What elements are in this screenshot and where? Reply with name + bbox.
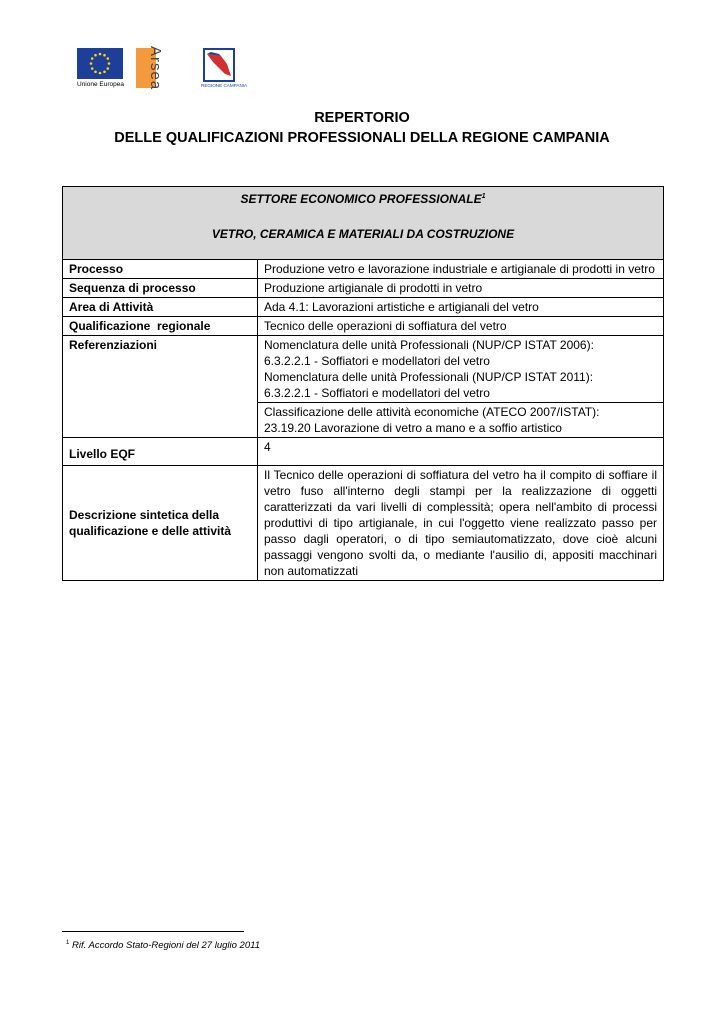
table-row-livello [63,438,664,466]
nup-2011-code: 6.3.2.2.1 - Soffiatori e modellatori del vetro [264,386,490,400]
footnote-ref: 1 [481,193,486,200]
regione-campania-logo [201,48,248,92]
row-value: 4 [258,438,664,466]
sector-header-row [63,187,664,260]
row-label: Livello EQF [63,438,258,466]
nup-2006-label: Nomenclatura delle unità Professionali (NUP/CP ISTAT 2006): [264,338,594,352]
table-row-qualificazione [63,317,664,336]
campania-emblem-icon [203,48,235,82]
row-label: Sequenza di processo [63,279,258,298]
doc-title-line1: REPERTORIO [314,110,410,126]
row-value [258,336,664,403]
eu-flag-logo [77,48,123,79]
table-row-area [63,298,664,317]
row-label: Qualificazione regionale [63,317,258,336]
row-value: Produzione vetro e lavorazione industriale e artigianale di prodotti in vetro [258,260,664,279]
row-label: Descrizione sintetica della qualificazione e delle attività [63,466,258,581]
qualification-table [62,186,664,581]
table-row-sequenza [63,279,664,298]
campania-caption: REGIONE CAMPANIA [201,83,248,88]
row-label: Area di Attività [63,298,258,317]
row-label: Processo [63,260,258,279]
ateco-label: Classificazione delle attività economiche (ATECO 2007/ISTAT): [264,405,600,419]
table-row-referenziazioni [63,336,664,403]
table-row-descrizione [63,466,664,581]
row-value: Il Tecnico delle operazioni di soffiatura del vetro ha il compito di soffiare il vetro fuso all'interno degli stampi per la realizzazione di oggetti caratterizzati da vari livelli di complessità; opera nell'ambito di processi produttivi di tipo artigianale, in cui l'oggetto viene realizzato passo per passo dagli operatori, o di tipo semiautomatizzato, dove cioè alcuni passaggi vengono svolti da, o mediante l'ausilio di, appositi macchinari non automatizzati [258,466,664,581]
eu-stars-icon [77,48,123,79]
eu-caption: Unione Europea [77,81,124,88]
row-value: Ada 4.1: Lavorazioni artistiche e artigianali del vetro [258,298,664,317]
row-value: Tecnico delle operazioni di soffiatura del vetro [258,317,664,336]
footnote [66,940,260,951]
doc-title-line2: DELLE QUALIFICAZIONI PROFESSIONALI DELLA REGIONE CAMPANIA [114,130,610,146]
table-row-processo [63,260,664,279]
sector-label: SETTORE ECONOMICO PROFESSIONALE$^1$ [240,192,486,206]
footnote-separator [62,931,244,932]
sector-name: VETRO, CERAMICA E MATERIALI DA COSTRUZIONE [211,227,515,241]
nup-2011-label: Nomenclatura delle unità Professionali (NUP/CP ISTAT 2011): [264,370,594,384]
ateco-code: 23.19.20 Lavorazione di vetro a mano e a soffio artistico [264,421,562,435]
row-value: Produzione artigianale di prodotti in vetro [258,279,664,298]
nup-2006-code: 6.3.2.2.1 - Soffiatori e modellatori del vetro [264,354,490,368]
footnote-number: 1 [66,939,70,946]
footnote-text: Rif. Accordo Stato-Regioni del 27 luglio 2011 [71,940,260,951]
row-label: Referenziazioni [63,336,258,438]
row-value [258,403,664,438]
arsea-logo [136,46,176,91]
arsea-wordmark: Arsea [147,46,164,91]
